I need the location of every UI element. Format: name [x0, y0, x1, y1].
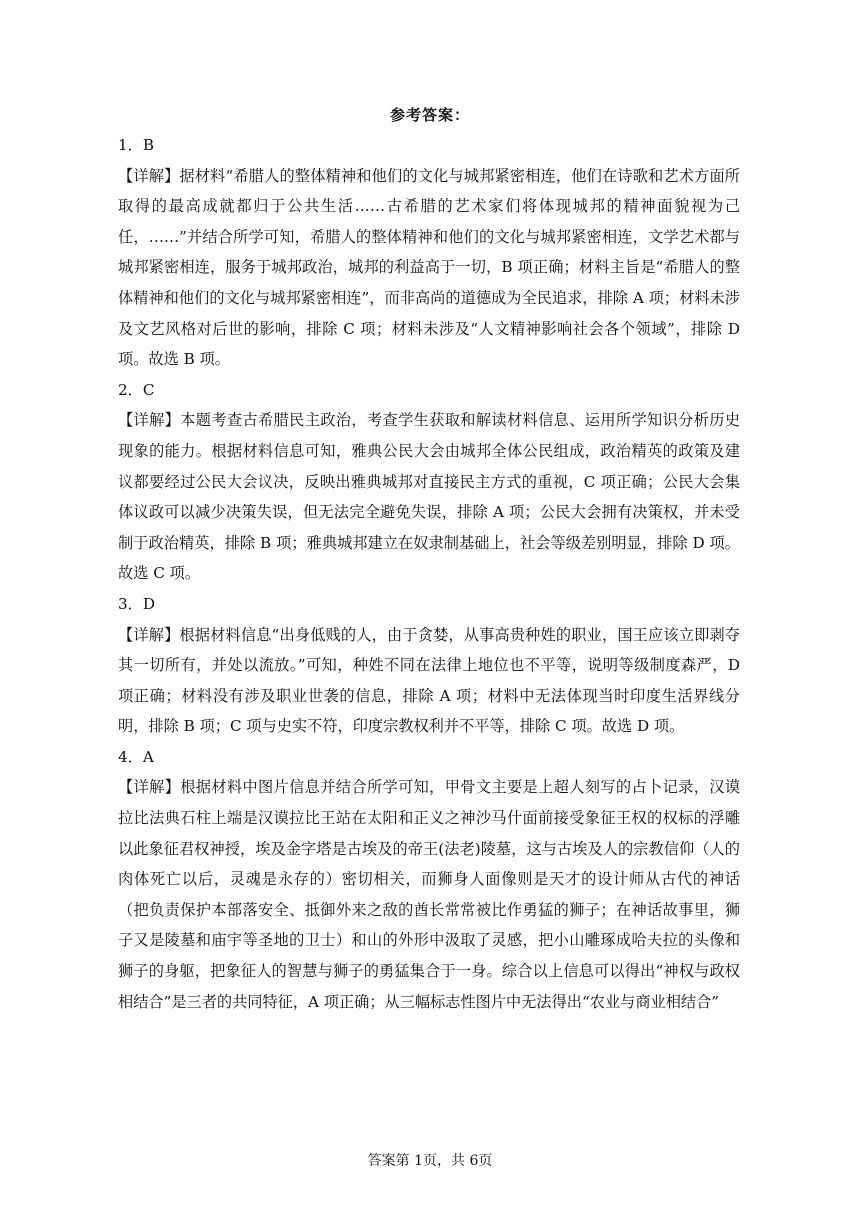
- question-4-detail: 【详解】根据材料中图片信息并结合所学可知，甲骨文主要是上超人刻写的占卜记录，汉谟拉比法典石柱上端是汉谟拉比王站在太阳和正义之神沙马什面前接受象征王权的权标的浮雕以此象征君权神授，埃及金字塔是古埃及的帝王(法老)陵墓，这与古埃及人的宗教信仰（人的肉体死亡以后，灵魂是永存的）密切相关，而狮身人面像则是天才的设计师从古代的神话（把负责保护本部落安全、抵御外来之敌的酋长常常被比作勇猛的狮子；在神话故事里，狮子又是陵墓和庙宇等圣地的卫士）和山的外形中汲取了灵感，把小山雕琢成哈夫拉的头像和狮子的身躯，把象征人的智慧与狮子的勇猛集合于一身。综合以上信息可以得出“神权与政权相结合”是三者的共同特征，A 项正确；从三幅标志性图片中无法得出“农业与商业相结合”: [118, 778, 740, 1011]
- question-4-number: 4．A: [118, 747, 154, 766]
- question-2-number: 2．C: [118, 380, 155, 399]
- page-footer: 答案第 1页，共 6页: [367, 1153, 493, 1169]
- question-1-detail: 【详解】据材料“希腊人的整体精神和他们的文化与城邦紧密相连，他们在诗歌和艺术方面所取得的最高成就都归于公共生活……古希腊的艺术家们将体现城邦的精神面貌视为己任，……”并结合所学可知，希腊人的整体精神和他们的文化与城邦紧密相连，文学艺术都与城邦紧密相连，服务于城邦政治，城邦的利益高于一切，B 项正确；材料主旨是“希腊人的整体精神和他们的文化与城邦紧密相连”，而非高尚的道德成为全民追求，排除 A 项；材料未涉及文艺风格对后世的影响，排除 C 项；材料未涉及“人文精神影响社会各个领域”，排除 D 项。故选 B 项。: [118, 166, 740, 369]
- question-3-number: 3．D: [118, 594, 156, 613]
- question-2-detail: 【详解】本题考查古希腊民主政治，考查学生获取和解读材料信息、运用所学知识分析历史现象的能力。根据材料信息可知，雅典公民大会由城邦全体公民组成，政治精英的政策及建议都要经过公民大会议决，反映出雅典城邦对直接民主方式的重视，C 项正确；公民大会集体议政可以减少决策失误，但无法完全避免失误，排除 A 项；公民大会拥有决策权，并未受制于政治精英，排除 B 项；雅典城邦建立在奴隶制基础上，社会等级差别明显，排除 D 项。故选 C 项。: [118, 411, 740, 583]
- page-title: 参考答案：: [389, 106, 470, 124]
- question-3-detail: 【详解】根据材料信息“出身低贱的人，由于贪婪，从事高贵种姓的职业，国王应该立即剥夺其一切所有，并处以流放。”可知，种姓不同在法律上地位也不平等，说明等级制度森严，D 项正确；材料没有涉及职业世袭的信息，排除 A 项；材料中无法体现当时印度生活界线分明，排除 B 项；C 项与史实不符，印度宗教权利并不平等，排除 C 项。故选 D 项。: [118, 625, 740, 736]
- question-1-number: 1．B: [118, 136, 155, 154]
- answer-content: [118, 130, 740, 1017]
